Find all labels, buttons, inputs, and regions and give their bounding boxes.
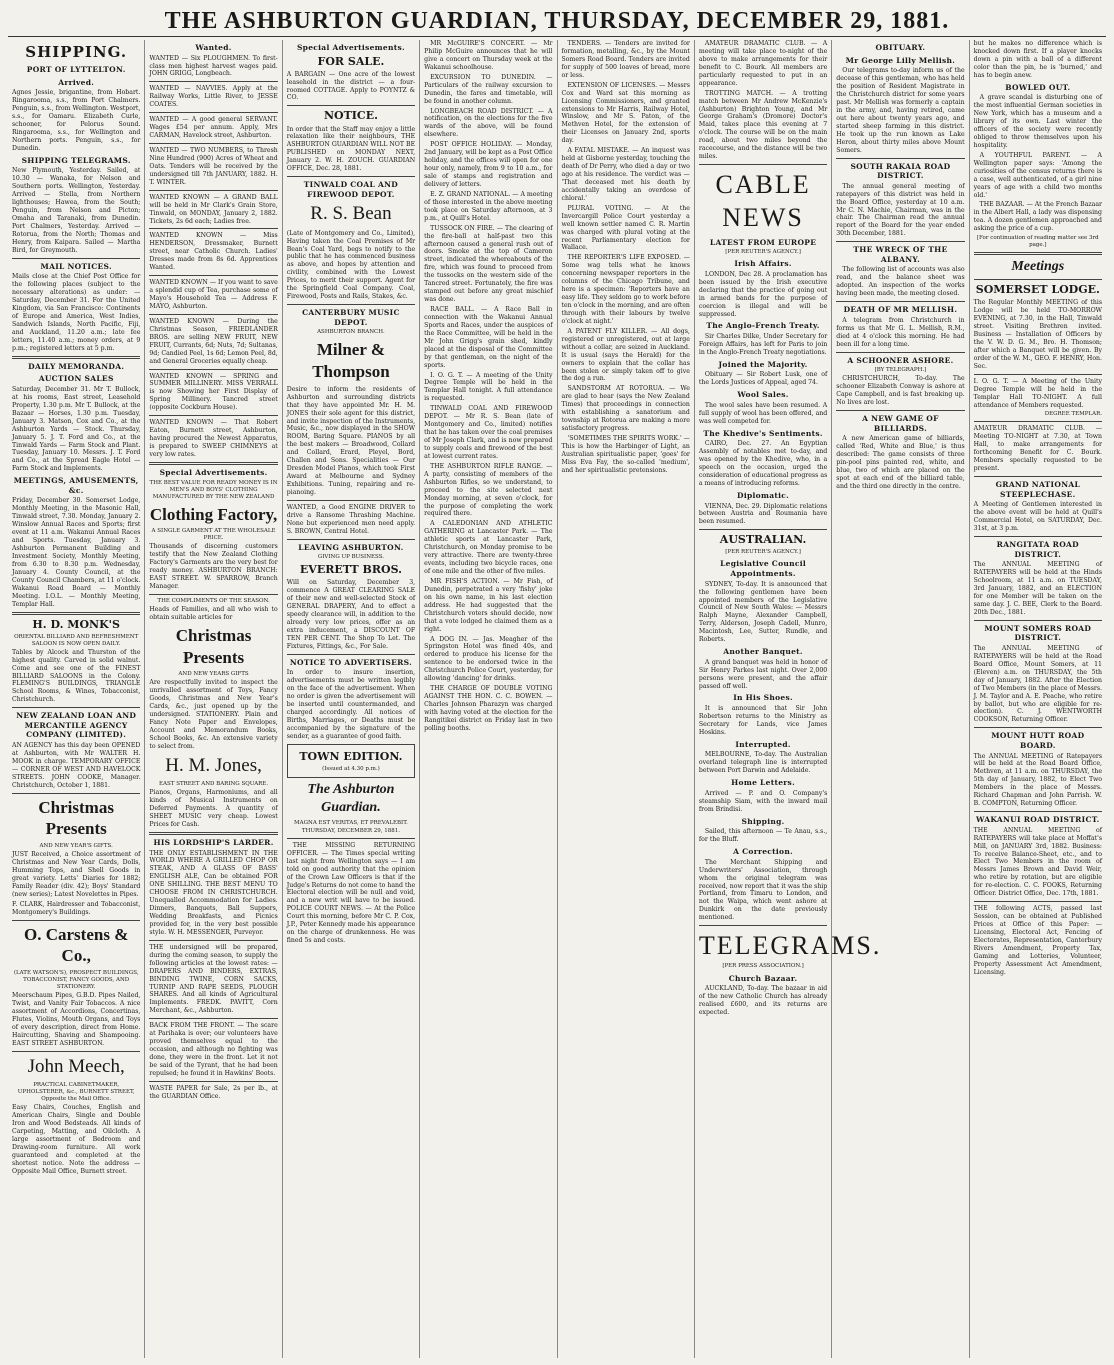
port-heading: PORT OF LYTTELTON. xyxy=(26,65,126,75)
rangitata-heading: RANGITATA ROAD DISTRICT. xyxy=(996,540,1079,559)
news-paragraph: TENDERS. — Tenders are invited for formation, metalling, &c., by the Mount Somers Road Board. Tenders are invited for supply of 500 loaves of bread, more or less. xyxy=(561,40,690,79)
mt-hutt-heading: MOUNT HUTT ROAD BOARD. xyxy=(991,731,1085,750)
divider xyxy=(12,920,140,921)
news-paragraph: A CALEDONIAN AND ATHLETIC GATHERING at Lancaster Park. — The athletic sports at Lancaster Park, Christchurch, on Monday promise to be very attractive. There are twenty-three events, including two bicycle races, one of one mile and the other of five miles. xyxy=(424,520,553,575)
dateline: THURSDAY, DECEMBER 29, 1881. xyxy=(301,827,400,834)
news-paragraph: LONDON, Dec 28. A proclamation has been issued by the Irish executive declaring that the practice of going out in armed bands for the purpose of coercion is illegal and will be suppressed. xyxy=(698,270,828,318)
divider xyxy=(287,539,415,540)
shipping-telegrams-heading: SHIPPING TELEGRAMS. xyxy=(21,155,131,165)
news-paragraph: THE BAZAAR. — At the French Bazaar in the Albert Hall, a lady was dispensing tea. A dozen gentlemen approached and asking the price of a cup. xyxy=(973,201,1102,233)
bowled-out-heading: BOWLED OUT. xyxy=(1005,82,1071,92)
monk-name: H. D. MONK'S xyxy=(32,617,120,631)
waste-paper-ad: WASTE PAPER for Sale, 2s per lb., at the GUARDIAN Office. xyxy=(149,1084,278,1100)
divider xyxy=(12,258,140,259)
column-3 xyxy=(283,40,420,1358)
milner-text: Desire to inform the residents of Ashburton and surrounding districts that they have appointed Mr. H. M. JONES their sole agent for this district, and invite inspection of the Instruments, Music, &c., now displayed in the SHOW ROOM, Baring Square. PIANOS by all the best makers — Broadwood, Collard and Collard, Erard, Pleyel, Bord, Challen and Sons. Specialities — Our Dresden Model Pianos, which took First Award at Melbourne and Sydney Exhibitions. Tuning, repairing and re-pianoing. xyxy=(286,385,416,496)
town-edition-heading: TOWN EDITION. xyxy=(299,749,403,763)
divider xyxy=(149,594,277,595)
christmas-presents-sub-2: AND NEW YEARS GIFTS xyxy=(178,671,249,678)
meech-sub: PRACTICAL CABINETMAKER, UPHOLSTERER, &c., BURNETT STREET, Opposite the Mail Office. xyxy=(17,1082,135,1103)
divider xyxy=(974,811,1102,812)
motto: MAGNA EST VERITAS, ET PREVALEBIT. xyxy=(294,819,408,826)
jones-title: H. M. Jones, xyxy=(165,754,262,776)
divider xyxy=(149,369,277,370)
shipping-heading: SHIPPING. xyxy=(25,43,128,61)
acts-text: THE following ACTS, passed last Session, can be obtained at Published Prices at Office of this Paper: — Licensing, Electoral Act, Fencing of Electorates, Representation, Canterbury Rivers Amendment, Property Tax, Gaming and Lotteries, Volunteer, Property Assessment Act Amendment, Licensing. xyxy=(973,905,1102,976)
news-paragraph: AUCKLAND, To-day. The bazaar in aid of the new Catholic Church has already realised £600, and its returns are expected. xyxy=(698,985,828,1016)
column-4 xyxy=(420,40,557,1358)
subheading: The Anglo-French Treaty. xyxy=(706,321,820,331)
news-paragraph: MR McGUIRE'S CONCERT. — Mr Philip McGuire announces that he will give a concert on Thursday week at the Wakanui schoolhouse. xyxy=(424,40,553,71)
loan-text: AN AGENCY has this day been OPENED at Ashburton, with Mr WALTER H. MOOK in charge. TEMPORARY OFFICE — CORNER OF WEST AND HAVELOCK STREETS. JOHN COOKE, Manager. Christchurch, October 1, 1881. xyxy=(12,742,141,789)
telegrams-heading: TELEGRAMS. xyxy=(698,931,882,961)
canterbury-sub: ASHBURTON BRANCH. xyxy=(317,329,385,336)
divider xyxy=(149,190,277,191)
obituary-heading: OBITUARY. xyxy=(875,43,926,52)
column-5 xyxy=(558,40,695,1358)
news-paragraph: Our telegrams to-day inform us of the decease of this gentleman, who has held the position of Resident Magistrate in the Christchurch district for some years past. Mr Mellish was formerly a captain in the army, and, having retired, came out here about twenty years ago, and started sheep farming in this district. He took up the run known as Lake Heron, about thirty miles above Mount Somers. xyxy=(836,67,965,154)
news-paragraph: Sailed, this afternoon — Te Anau, s.s., for the Bluff. xyxy=(698,828,828,844)
divider xyxy=(12,612,140,615)
divider xyxy=(149,81,277,82)
news-paragraph: LONGBEACH ROAD DISTRICT. — A notification, on the elections for the five wards of the above, will be found elsewhere. xyxy=(424,107,553,139)
special-ads-heading: Special Advertisements. xyxy=(296,43,405,52)
news-paragraph: 'SOMETIMES THE SPIRITS WORK.' — This is how the Harbinger of Light, an Australian spiritualistic paper, 'goes' for Miss Eva Fay, the so-called 'medium', and her spiritualistic pretensions. xyxy=(561,435,690,474)
divider xyxy=(974,901,1102,902)
back-from-front-ad: BACK FROM THE FRONT. — The scare at Parihaka is over; our volunteers have proved themselves equal to the occasion, and although no fighting was done, they were in the front. Let it not be said of the Tyrant, that he had been repulsed; he found it in Hawkins' Boots. xyxy=(149,1022,278,1077)
leaving-sub: GIVING UP BUSINESS. xyxy=(317,554,385,561)
monk-sub: ORIENTAL BILLIARD AND REFRESHMENT SALOON IS NOW OPEN DAILY. xyxy=(14,633,139,647)
divider xyxy=(836,301,964,302)
clothing-value: THE BEST VALUE FOR READY MONEY IS IN MEN'S AND BOYS' CLOTHING MANUFACTURED BY THE NEW ZEALAND xyxy=(149,479,278,500)
news-paragraph: A grand banquet was held in honor of Sir Henry Parkes last night. Over 2,000 persons were present, and the affair passed off well. xyxy=(698,658,828,690)
wanted-ad: WANTED KNOWN — That Robert Eaton, Burnett street, Ashburton, having procured the Newest Apparatus, is prepared to SWEEP CHIMNEYS at very low rates. xyxy=(149,419,278,458)
iogt-signature: DEGREE TEMPLAR. xyxy=(1044,411,1102,418)
clark-ad: F. CLARK, Hairdresser and Tobacconist, Montgomery's Buildings. xyxy=(12,900,141,916)
news-paragraph: The Merchant Shipping and Underwriters' Association, through whom the original telegram was received, now report that it was the ship Portland, from Timaru to London, and not the Waipa, which went ashore at Dunkirk on the date previously mentioned. xyxy=(698,858,828,922)
subheading: A Correction. xyxy=(733,847,794,857)
divider xyxy=(12,356,140,359)
wanted-ad: WANTED KNOWN — If you want to save a splendid cup of Tea, purchase some of Mayo's Household Tea — Address F. MAYO, Ashburton. xyxy=(149,279,278,310)
australian-heading: AUSTRALIAN. xyxy=(719,533,807,547)
wreck-heading: THE WRECK OF THE ALBANY. xyxy=(853,245,948,264)
divider xyxy=(974,476,1102,477)
column-2 xyxy=(145,40,282,1358)
subheading: Irish Affairs. xyxy=(734,259,792,269)
column-1 xyxy=(8,40,145,1358)
news-paragraph: AMATEUR DRAMATIC CLUB. — A meeting will take place to-night of the above to make arrangements for their benefit to C. Bourk. All members are particularly requested to put in an appearance. xyxy=(698,40,828,87)
australian-source: [PER REUTER'S AGENCY.] xyxy=(725,549,801,556)
christmas-presents-text: JUST Received, a Choice assortment of Christmas and New Year Cards, Dolls, Humming Tops, and Shell Goods in great variety. Letts' Diaries for 1882; Family Reader (div. 42); Boys' Standard (new series); Latest Novelettes in Pipes. xyxy=(12,851,141,898)
news-paragraph: A FATAL MISTAKE. — An inquest was held at Gisborne yesterday, touching the death of Dr Perry, who died a day or two ago at his residence. The verdict was — 'That deceased met his death by accidentally taking an overdose of chloral.' xyxy=(561,147,690,202)
news-paragraph: VIENNA, Dec. 29. Diplomatic relations between Austria and Roumania have been resumed. xyxy=(698,502,828,526)
jones-text: Pianos, Organs, Harmoniums, and all kinds of Musical Instruments on Deferred Payments. A quantity of SHEET MUSIC very cheap. Lowest Prices for Cash. xyxy=(149,789,278,828)
wanted-heading: Wanted. xyxy=(195,43,232,52)
divider xyxy=(149,1018,277,1019)
wanted-ad: WANTED KNOWN — Miss HENDERSON, Dressmaker, Burnett street, near Catholic Church. Ladies' Dresses made from 8s 6d. Apprentices Wanted. xyxy=(149,232,278,272)
news-paragraph: TINWALD COAL AND FIREWOOD DEPOT. — Mr R. S. Bean (late of Montgomery and Co., limited) notifies that he has taken over the coal premises of Mr Joseph Clark, and is now prepared to supply coals and firewood of the best at lowest current rates. xyxy=(424,405,553,460)
for-sale-heading: FOR SALE. xyxy=(317,54,385,68)
divider xyxy=(836,352,964,353)
cable-source: [PER REUTER'S AGENCY.] xyxy=(725,249,801,256)
wakanui-heading: WAKANUI ROAD DISTRICT. xyxy=(976,815,1100,825)
subheading: Joined the Majority. xyxy=(718,359,808,369)
divider xyxy=(149,112,277,113)
news-paragraph: It is announced that Sir John Robertson returns to the Ministry as Secretary for Lands, vice James Hoskins. xyxy=(698,705,828,736)
continuation-note: [For continuation of reading matter see 3rd page.] xyxy=(976,235,1099,249)
news-paragraph: Arrived — P. and O. Company's steamship Siam, with the inward mail from Brindisi. xyxy=(698,789,828,813)
news-paragraph: EXCURSION TO DUNEDIN. — Particulars of the railway excursion to Dunedin, the fares and timetable, will be found in another column. xyxy=(424,73,553,105)
steeplechase-text: A Meeting of Gentlemen interested in the above event will be held at Quill's Commercial Hotel, on SATURDAY, Dec. 31st, at 3 p.m. xyxy=(973,501,1102,533)
divider xyxy=(287,500,415,501)
bean-text: (Late of Montgomery and Co., Limited), Having taken the Coal Premises of Mr Bean's Coal Yard, begs to notify to the public that he has commenced business as above, and hopes by attention and civility, combined with the Lowest Prices, to merit their support. Agent for the Springfield Coal Company. Coal, Firewood, Posts and Rails, Stakes, &c. xyxy=(286,229,416,301)
cable-news-heading: CABLE NEWS xyxy=(715,170,811,233)
loan-title: NEW ZEALAND LOAN AND MERCANTILE AGENCY COMPANY (LIMITED). xyxy=(16,711,137,740)
notice-advertisers-text: In order to insure insertion, advertisements must be written legibly on the face of the advertisement. When no order is given the advertisement will be inserted until countermanded, and charged accordingly. All notices of Births, Marriages, or Deaths must be accompanied by the signature of the sender, as a guarantee of good faith. xyxy=(286,669,416,740)
meetings-heading: Meetings xyxy=(1011,259,1065,275)
amateur-text: AMATEUR DRAMATIC CLUB. — Meeting TO-NIGHT at 7.30, at Town Hall, to make arrangements for forthcoming Benefit for C. Bourk. Members specially requested to be present. xyxy=(973,425,1102,473)
subheading: Diplomatic. xyxy=(737,490,790,500)
news-paragraph: TUSSOCK ON FIRE. — The clearing of the fire-ball at half-past two this afternoon caused a general rush out of doors. Smoke at the top of Cameron street, indicated the whereabouts of the fire, which was found to proceed from the tussocks on the western side of the Tancred street. Fortunately, the fire was stamped out before any great mischief was done. xyxy=(424,224,553,304)
news-paragraph: MELBOURNE, To-day. The Australian overland telegraph line is interrupted between Port Darwin and Adelaide. xyxy=(698,751,828,775)
subheading: Shipping. xyxy=(741,816,785,826)
divider xyxy=(287,105,415,106)
christmas-presents-text-2: Are respectfully invited to inspect the unrivalled assortment of Toys, Fancy Goods, Christmas and New Year's Cards, &c., just opened up by the undersigned. STATIONERY. Plain and Fancy Note Paper and Envelopes, Account and Memorandum Books, School Books, &c. An extensive variety to select from. xyxy=(149,679,278,750)
story-text: THE MISSING RETURNING OFFICER. — The Times special writing last night from Wellington says — I am told on good authority that the opinion of the Crown Law Officers is that if the Judge's Returns do not come to hand the Electoral election will be null and void, and a new writ will have to be issued. POLICE COURT NEWS. — At the Police Court this morning, before Mr C. P. Cox, J.P., Peter Kennedy made his appearance on the charge of drunkenness. He was fined 5s and costs. xyxy=(286,841,416,945)
divider xyxy=(149,1081,277,1082)
subheading: Interrupted. xyxy=(735,739,791,749)
monk-text: Tables by Alcock and Thurston of the highest quality. Carved in solid walnut. Come and see one of the FINEST BILLIARD SALOONS in the Colony. FLEMING'S BUILDINGS, TRIANGLE School Rooms, & Wines, Tobacconist, Christchurch. xyxy=(12,648,141,704)
news-paragraph: I. O. G. T. — A meeting of the Unity Degree Temple will be held in the Templar Hall tonight. A full attendance is requested. xyxy=(424,371,553,403)
meech-text: Easy Chairs, Couches, English and American Chairs, Single and Double Iron and Wood Bedsteads. All kinds of Carpeting, Matting, and Oilcloth. A large assortment of Bedroom and Drawing-room furniture. All work guaranteed and completed at the shortest notice. Note the address — Opposite Mail Office, Burnett street. xyxy=(12,1104,141,1175)
divider xyxy=(287,176,415,177)
news-paragraph: EXTENSION OF LICENSES. — Messrs Cox and Ward sat this morning as Licensing Commissioners, and granted extensions to Mr Harris, Railway Hotel, Winslow, and Mr S. Paton, of the Methven Hotel, for the extension of their Licenses on January 2nd, sports day. xyxy=(561,81,690,145)
column-6 xyxy=(695,40,882,1358)
clothing-single: A SINGLE GARMENT AT THE WHOLESALE PRICE. xyxy=(151,528,276,542)
columns xyxy=(8,40,1106,1358)
town-edition-box xyxy=(287,744,415,778)
news-paragraph: CAIRO, Dec. 27. An Egyptian Assembly of notables met to-day, and was opened by the Khedive, who, in a speech on the occasion, urged the consideration of educational progress as a means of introducing reforms. xyxy=(698,440,828,487)
notice-text: In order that the Staff may enjoy a little relaxation like their neighbours, THE ASHBURTON GUARDIAN WILL NOT BE PUBLISHED on MONDAY NEXT, January 2. W. H. ZOUCH. GUARDIAN OFFICE, Dec. 28, 1881. xyxy=(286,125,416,173)
subheading: The Khedive's Sentiments. xyxy=(703,428,823,438)
jones-sub: EAST STREET AND BARING SQUARE. xyxy=(159,781,269,788)
wanted-ad: WANTED — NAVVIES. Apply at the Railway Works, Little River, to JESSE COATES. xyxy=(149,85,278,109)
notice-heading: NOTICE. xyxy=(323,109,378,123)
divider xyxy=(836,158,964,159)
subheading: Wool Sales. xyxy=(737,390,789,400)
masthead: THE ASHBURTON GUARDIAN, THURSDAY, DECEMBER 29, 1881. xyxy=(8,6,1106,37)
bean-title: R. S. Bean xyxy=(310,203,392,225)
news-paragraph: The annual general meeting of ratepayers of this district was held in the Board Office, yesterday at 10 a.m. Mr C. N. Machie, Chairman, was in the chair. The Chairman read the annual report of the Board for the year ended 30th December, 1881. xyxy=(836,182,965,238)
news-paragraph: A grave scandal is disturbing one of the most influential German societies in New York, which has a museum and a library of its own. Last winter the officers of the society were recently obliged to throw themselves upon his hospitality. xyxy=(973,94,1102,149)
clothing-factory-title: Clothing Factory, xyxy=(149,504,278,524)
billiards-heading: A NEW GAME OF BILLIARDS. xyxy=(862,413,939,433)
divider xyxy=(699,925,827,926)
wanted-ad: WANTED KNOWN — During the Christmas Season, FRIEDLANDER BROS. are selling NEW FRUIT, NEW FRUIT, Currants, 6d; Nuts, 7d; Sultanas, 9d; Candied Peel, 1s 6d; Lemon Peel, 8d, and General Groceries equally cheap. xyxy=(149,317,278,365)
schooner-heading: A SCHOONER ASHORE. xyxy=(847,355,954,365)
subheading: Church Bazaar. xyxy=(728,973,798,983)
christmas-presents-title: Christmas Presents xyxy=(38,797,114,839)
canterbury-heading: CANTERBURY MUSIC DEPOT. xyxy=(302,308,400,327)
for-sale-text: A BARGAIN — One acre of the lowest leasehold in the district — a four-roomed COTTAGE. Apply to POYNTZ & CO. xyxy=(286,70,416,102)
carstens-sub: (LATE WATSON'S), PROSPECT BUILDINGS, TOBACCONIST, FANCY GOODS, AND STATIONERY. xyxy=(13,970,139,991)
auction-sales-text: Saturday, December 31. Mr T. Bullock, at his rooms, East street, Leasehold Property, 1.30 p.m. Mr T. Bullock, at the Bazaar — Horses, 1.30 p.m. Tuesday, January 3. Matson, Cox and Co., at the Ashburton Yards — Stock. Thursday, January 5. J. T. Ford and Co., at the Tinwald Yards — Farm Stock and Plant. Tuesday, January 10. Messrs. J. T. Ford and Co., at the Spread Eagle Hotel — Farm Stock and Implements. xyxy=(12,385,141,473)
news-paragraph: A YOUTHFUL PARENT. — A Wellington paper says: 'Among the curiosities of the census returns there is a case, well authenticated, of a girl nine years of age with a child two months old.' xyxy=(973,151,1102,199)
rakaia-heading: SOUTH RAKAIA ROAD DISTRICT. xyxy=(850,161,951,181)
news-paragraph: A telegram from Christchurch in forms us that Mr G. L. Mellish, R.M., died at 4 o'clock this morning. He had been ill for a long time. xyxy=(836,316,965,348)
news-paragraph: MR FISH'S ACTION. — Mr Fish, of Dunedin, perpetrated a very 'fishy' joke on his own name, in his last election address. He had suggested that the Christchurch voters should decide, now that a vote lodged he claimed them as a right. xyxy=(424,577,553,633)
obituary-sub: Mr George Lilly Mellish. xyxy=(845,55,956,65)
wanted-ad: WANTED KNOWN — SPRING and SUMMER MILLINERY. MISS VERRALL is now Showing her First Display of Spring Millinery. Tancred street (opposite Cockburn House). xyxy=(149,372,278,412)
leaving-heading: LEAVING ASHBURTON. xyxy=(298,542,404,552)
engine-driver-ad: WANTED, a Good ENGINE DRIVER to drive a Ransome Thrashing Machine. None but experienced men need apply. S. BROWN, Central Hotel. xyxy=(286,503,416,535)
larder-title: HIS LORDSHIP'S LARDER. xyxy=(153,837,274,847)
town-edition-sub: (Issued at 4.30 p.m.) xyxy=(322,765,380,772)
column-8 xyxy=(970,40,1106,1358)
divider xyxy=(149,832,277,835)
notice-advertisers-heading: NOTICE TO ADVERTISERS. xyxy=(289,657,413,667)
news-paragraph: A DOG IN. — Jas. Meagher of the Springston Hotel was fined 40s, and ordered to produce his license for the sentence to be endorsed twice in the Christchurch Police Court, yesterday, for allowing 'dancing' for drinks. xyxy=(424,635,553,683)
mt-somers-heading: MOUNT SOMERS ROAD DISTRICT. xyxy=(984,623,1092,643)
news-paragraph: but he makes no difference which is knocked down first. If a player knocks down a pin with a ball of a different color than the pin, he is 'burned,' and has to begin anew. xyxy=(973,40,1102,79)
christmas-presents-sub: AND NEW YEAR'S GIFTS. xyxy=(39,843,113,850)
news-paragraph: RACE BALL. — A Race Ball in connection with the Wakanui Annual Sports and Races, under the auspices of the Race Committee, will be held in the Mr John Grigg's grain shed, kindly placed at the disposal of the Committee by that gentleman, on the night of the sports. xyxy=(424,306,553,369)
carstens-title: O. Carstens & Co., xyxy=(24,924,129,966)
special-ads-heading: Special Advertisements. xyxy=(159,467,268,477)
divider xyxy=(974,620,1102,621)
divider xyxy=(836,410,964,411)
news-paragraph: SYDNEY, To-day. It is announced that the following gentlemen have been appointed members of the Legislative Council of New South Wales: — Messrs Ralph Mayne, Alexander Campbell, Terry, Alderson, Joseph Cadell, Munro, Macintosh, Lee, Sutter, Rundle, and Roberts. xyxy=(698,580,828,644)
divider xyxy=(974,421,1102,422)
news-paragraph: A new American game of billiards, called 'Red, White and Blue,' is thus described: The game consists of three pin-pool pins painted red, white, and blue, two of which are placed on the spot at each end of the billiard table, and the third one directly in the centre. xyxy=(836,435,965,490)
divider xyxy=(12,1051,140,1052)
rangitata-text: The ANNUAL MEETING of RATEPAYERS will be held at the Hinds Schoolroom, at 11 a.m. on TUESDAY, 3rd January, 1882, and an ELECTION for one Member will be taken on the same day. J. C. BEE, Clerk to the Board. 20th Dec., 1881. xyxy=(973,561,1102,616)
daily-memoranda-heading: DAILY MEMORANDA. xyxy=(28,361,125,371)
news-paragraph: PLURAL VOTING. — At the Invercargill Police Court yesterday a well known settler named C. R. Martin was charged with plural voting at the recent Parliamentary election for Wallace. xyxy=(561,204,690,252)
news-paragraph: Sir Charles Dilke, Under Secretary for Foreign Affairs, has left for Paris to join in the Anglo-French Treaty negotiations. xyxy=(698,333,828,356)
schooner-source: [BY TELEGRAPH.] xyxy=(874,367,927,374)
subheading: Legislative Council Appointments. xyxy=(720,559,807,579)
compliments-heading: THE COMPLIMENTS OF THE SEASON. xyxy=(157,598,270,605)
divider xyxy=(149,143,277,144)
wanted-ad: WANTED — Six PLOUGHMEN. To first-class men highest harvest wages paid. JOHN GRIGG, Longbeach. xyxy=(149,54,278,78)
meetings-heading: MEETINGS, AMUSEMENTS, &c. xyxy=(13,476,139,495)
carstens-text: Meerschaum Pipes, G.B.D. Pipes Nailed, Twist, and Vanity Fair Tobaccos. A nice assortment of Accordions, Concertinas, Flutes, Violins, Mouth Organs, and Toys of every description, direct from Home. Haircutting, Shaving and Shampooing. EAST STREET ASHBURTON. xyxy=(12,992,141,1047)
meech-title: John Meech, xyxy=(27,1055,125,1077)
pavitt-ad: THE undersigned will be prepared, during the coming season, to supply the following articles at the lowest rates: — DRAPERS AND BINDERS, EXTRAS, BINDING TWINE, CORN SACKS, TURNIP AND RAPE SEEDS, PLOUGH SHARES. And all kinds of Agricultural Implements. FREDK. PAVITT, Corn Merchant, &c., Ashburton. xyxy=(149,943,278,1015)
wanted-ad: WANTED KNOWN — A GRAND BALL will be held in Mr Clark's Grain Store, Tinwald, on MONDAY, January 2, 1882. Tickets, 2s 6d each; Ladies free. xyxy=(149,193,278,225)
larder-text: THE ONLY ESTABLISHMENT IN THE WORLD WHERE A GRILLED CHOP OR STEAK, AND A GLASS OF BASS' ENGLISH ALE, Can be obtained FOR ONE SHILLING. THE BEST MENU TO CHOOSE FROM IN CHRISTCHURCH. Unequalled Accommodation for Ladies. Dinners, Banquets, Ball Suppers, Wedding Breakfasts, and Picnics provided for, in the very best possible style. W. H. MESSENGER, Purveyor. xyxy=(149,849,278,936)
divider xyxy=(287,654,415,655)
subheading: Another Banquet. xyxy=(723,647,803,657)
cable-news-sub: LATEST FROM EUROPE xyxy=(709,237,817,247)
divider xyxy=(149,462,277,465)
news-paragraph: Obituary — Sir Robert Lusk, one of the Lords Justices of Appeal, aged 74. xyxy=(698,371,828,387)
shipping-telegrams-text: New Plymouth, Yesterday. Sailed, at 10.30 — Wanaka, for Nelson and Southern ports. Wellington, Yesterday. Arrived — Stella, from Northern lighthouses; Hawea, from the South; Penguin, from Nelson and Picton; Omaha and Taranaki, from Dunedin. Port Chalmers, Yesterday. Arrived — Rotorua, from the North; Thomas and Henry, from Kaipara. Sailed — Martha Bird, for Greymouth. xyxy=(12,167,141,254)
subheading: In His Shoes. xyxy=(733,693,793,703)
divider xyxy=(974,374,1102,375)
news-paragraph: The following list of accounts was also read, and the balance sheet was adopted. An inspection of the works having been made, the meeting closed. xyxy=(836,266,965,298)
news-paragraph: SANDSTORM AT ROTORUA. — We are glad to hear (says the New Zealand Times) that proceedings in connection with establishing a sanatorium and township at Rotorua are making a more satisfactory progress. xyxy=(561,385,690,433)
divider xyxy=(974,536,1102,537)
news-paragraph: A PATENT FLY KILLER. — All dogs, registered or unregistered, out at large without a collar, are seized in Auckland. It is usual (says the Herald) for the owners to explain that the collar has been stolen or simply taken off to give the dog a run. xyxy=(561,327,690,383)
wanted-ad: WANTED — TWO NUMBERS, to Thresh Nine Hundred (900) Acres of Wheat and Oats. Tenders will be received by the undersigned till 7th JANUARY, 1882. H. T. WINTER. xyxy=(149,147,278,186)
compliments-text: Heads of Families, and all who wish to obtain suitable articles for xyxy=(149,606,278,621)
steeplechase-heading: GRAND NATIONAL STEEPLECHASE. xyxy=(995,480,1081,499)
mt-hutt-text: The ANNUAL MEETING of Ratepayers will be held at the Road Board Office, Methven, at 11 a.m. on THURSDAY, the 5th day of January, 1882, to Elect Two Members in the place of Messrs. Richard Chapman and John Parrish. W. B. COMPTON, Returning Officer. xyxy=(973,752,1102,808)
somerset-text: The Regular Monthly MEETING of this Lodge will be held TO-MORROW EVENING, at 7.30, in the Hall, Tinwald street. Visiting Brethren invited. Business — Installation of Officers by the V. W. D. G. M., Bro. H. Thomson; after which a Banquet will be given. By order of the W. M., GEO. F. HENRY, Hon. Sec. xyxy=(973,299,1102,370)
news-paragraph: POST OFFICE HOLIDAY. — Monday, 2nd January, will be kept as a Post Office holiday, and the offices will open for one hour only, namely, from 9 to 10 a.m., for sale of stamps and registration and delivery of letters. xyxy=(424,141,553,188)
mt-somers-text: The ANNUAL MEETING of RATEPAYERS will be held at the Road Board Office, Mount Somers, at 11 (Eleven) a.m. on THURSDAY, the 5th day of January, 1882. After the Election of Two Members (in the place of Messrs. J. M. Taylor and A. E. Peache, who retire by ballot, but who are eligible for re-election). C. J. WENTWORTH COOKSON, Returning Officer. xyxy=(973,644,1102,724)
everett-title: EVERETT BROS. xyxy=(299,563,402,577)
divider xyxy=(699,529,827,530)
milner-title: Milner & Thompson xyxy=(312,340,390,382)
arrivals-text: Agnes Jessie, brigantine, from Hobart. Ringarooma, s.s., from Port Chalmers. Penguin, s.s., from Wellington. Westport, s.s., for Oamaru. Elizabeth Curle, schooner, for Pelorus Sound. Ringarooma, s.s., for Wellington and Northern ports. Penguin, s.s., for Dunedin. xyxy=(12,89,141,152)
divider xyxy=(149,275,277,276)
christmas-presents-title-2: Christmas Presents xyxy=(175,625,252,667)
wanted-ad: WANTED — A good general SERVANT. Wages £54 per annum. Apply, Mrs CARMAN, Havelock street, Ashburton. xyxy=(149,116,278,140)
divider xyxy=(287,304,415,305)
wakanui-text: THE ANNUAL MEETING of RATEPAYERS will take place at Moffat's Mill, on JANUARY 3rd, 1882. Business: To receive Balance-Sheet, etc., and to Elect Two Members in the room of Messrs James Brown and David Weir, who retire by rotation, but are eligible for re-election. C. C. FOOKS, Returning Officer. District Office, Dec. 17th, 1881. xyxy=(973,826,1102,898)
tinwald-heading: TINWALD COAL AND FIREWOOD DEPOT. xyxy=(303,180,399,199)
news-paragraph: THE CHARGE OF DOUBLE VOTING AGAINST THE HON. C. C. BOWEN. — Charles Johnson Pharazyn was charged with having voted at the election for the Rangitikei district on Friday last in two polling booths. xyxy=(424,685,553,732)
telegrams-source: [PER PRESS ASSOCIATION.] xyxy=(722,963,804,970)
divider xyxy=(149,314,277,315)
clothing-factory-text: Thousands of discerning customers testify that the New Zealand Clothing Factory's Garments are the very best for ready money. ASHBURTON BRANCH: EAST STREET. W. SPARROW, Branch Manager. xyxy=(149,543,278,591)
guardian-title: The Ashburton Guardian. xyxy=(307,781,395,815)
news-paragraph: E. Z. GRAND NATIONAL. — A meeting of those interested in the above meeting took place on Saturday afternoon, at 3 p.m., at Quill's Hotel. xyxy=(424,190,553,222)
divider xyxy=(974,279,1102,280)
meetings-text: Friday, December 30. Somerset Lodge, Monthly Meeting, in the Masonic Hall, Tinwald street, 7.30. Monday, January 2. Winslow Annual Races and Sports; first event at 11 a.m. Wakanui Annual Races and Sports. Tuesday, January 3. Ashburton Permanent Building and Investment Society, Monthly Meeting, from 6.30 to 8.30 p.m. Wednesday, January 4. County Council, at the County Council Chambers, at 11 o'clock. Wakanui Road Board — Monthly Meeting. I.O.L. — Monthly Meeting, Templar Hall. xyxy=(12,497,141,608)
news-paragraph: THE REPORTER'S LIFE EXPOSED. — Some wag tells what he knows concerning newspaper reporters in the columns of the Chicago Tribune, and here is a specimen: 'Reporters have an easy life. They seldom go to work before ten o'clock in the morning, and are often through with their labours by twelve o'clock at night.' xyxy=(561,254,690,325)
divider xyxy=(149,415,277,416)
divider xyxy=(699,164,827,165)
divider xyxy=(287,838,415,839)
everett-text: Will on Saturday, December 3, commence A GREAT CLEARING SALE of their new and well-selected Stock of GENERAL DRAPERY, And to effect a speedy clearance will, in addition to the already very low prices, offer as an extra inducement, a DISCOUNT OF TEN PER CENT. The Shop To Let. The Fixtures, Fittings, &c., For Sale. xyxy=(286,579,416,650)
somerset-heading: SOMERSET LODGE. xyxy=(975,283,1100,297)
auction-sales-heading: AUCTION SALES xyxy=(38,374,114,384)
divider xyxy=(974,727,1102,728)
news-paragraph: The wool sales have been resumed. A full supply of wool has been offered, and was well competed for. xyxy=(698,401,828,425)
mail-notices-heading: MAIL NOTICES. xyxy=(40,261,112,271)
divider xyxy=(836,241,964,242)
divider xyxy=(12,707,140,708)
arrived-heading: Arrived. xyxy=(58,77,95,87)
divider xyxy=(974,252,1102,255)
mellish-heading: DEATH OF MR MELLISH. xyxy=(843,305,958,315)
subheading: Home Letters. xyxy=(731,778,795,788)
divider xyxy=(149,940,277,941)
news-paragraph: CHRISTCHURCH, To-day. The schooner Elizabeth Conway is ashore at Cape Campbell, and is fast breaking up. No lives are lost. xyxy=(836,375,965,406)
news-paragraph: THE ASHBURTON RIFLE RANGE. — A party, consisting of members of the Ashburton Rifles, so we understand, to proceed to the site selected next Monday morning, at seven o'clock, for the purpose of completing the work required there. xyxy=(424,462,553,518)
iogt-text: I. O. G. T. — A Meeting of the Unity Degree Temple will be held in the Templar Hall TO-NIGHT. A full attendance of Members requested. xyxy=(973,377,1102,409)
divider xyxy=(149,228,277,229)
news-paragraph: TROTTING MATCH. — A trotting match between Mr Andrew McKenzie's (Ashburton) Brighton Young, and Mr George Graham's (Dromore) Doctor's Maid, takes place this evening at 7 o'clock. The course will be on the main road, about two miles beyond the racecourse, and the distance will be two miles. xyxy=(698,89,828,161)
divider xyxy=(12,793,140,794)
mail-notices-text: Mails close at the Chief Post Office for the following places (subject to the necessary alterations) as under: — Saturday, December 31. For the United Kingdom, via San Francisco: Continents of Europe and America, West Indies, Sandwich Islands, North Pacific, Fiji, and Auckland, 11.20 a.m.; late fee letters, 11.40 a.m.; money orders, at 9 p.m.; registered letters at 5 p.m. xyxy=(12,273,141,352)
column-7 xyxy=(832,40,969,1358)
